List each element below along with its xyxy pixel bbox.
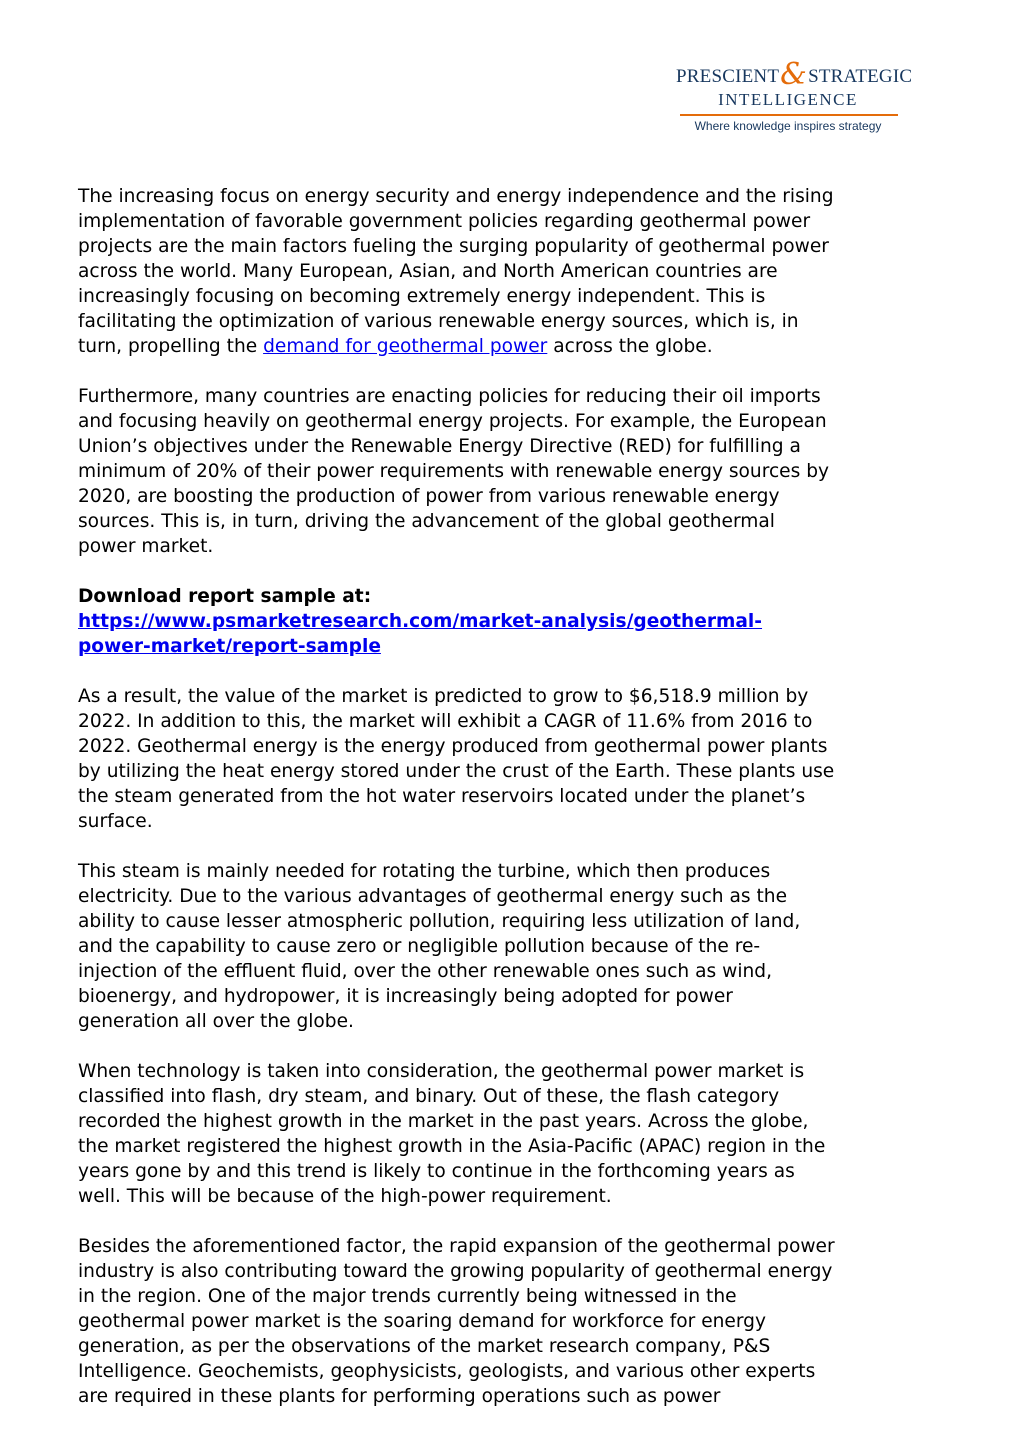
logo-divider — [680, 114, 898, 116]
logo-brand-right: STRATEGIC — [808, 66, 913, 87]
paragraph-market-value: As a result, the value of the market is predicted to grow to $6,518.9 million by 2022. In addition to this, the market will exhibit a CAGR of 11.6% from 2016 to 2022. Geothermal energy is the energy produced from geothermal power plants by utilizing the heat energy stored under the crust of the Earth. These plants use the steam generated from the hot water reservoirs located under the planet’s surface. — [78, 686, 835, 832]
demand-geothermal-power-link[interactable]: demand for geothermal power — [263, 336, 548, 357]
paragraph-industry-expansion: Besides the aforementioned factor, the rapid expansion of the geothermal power industry is also contributing toward the growing popularity of geothermal energy in the region. One of the major trends currently being witnessed in the geothermal power market is the soaring demand for workforce for energy generation, as per the observations of the market research company, P&S Intelligence. Geochemists, geophysicists, geologists, and various other experts are required in these plants for performing operations such as power — [78, 1236, 835, 1407]
logo-tagline: Where knowledge inspires strategy — [694, 119, 882, 133]
paragraph-technology: When technology is taken into consideration, the geothermal power market is classified into flash, dry steam, and binary. Out of these, the flash category recorded the highest growth in the market in the past years. Across the globe, the market registered the highest growth in the Asia-Pacific (APAC) region in the years gone by and this trend is likely to continue in the forthcoming years as well. This will be because of the high-power requirement. — [78, 1061, 826, 1207]
paragraph-text: across the globe. — [547, 336, 713, 357]
document-body — [78, 184, 938, 1434]
paragraph-policies: Furthermore, many countries are enacting policies for reducing their oil imports and focusing heavily on geothermal energy projects. For example, the European Union’s objectives under the Renewable Energy Directive (RED) for fulfilling a minimum of 20% of their power requirements with renewable energy sources by 2020, are boosting the production of power from various renewable energy sources. This is, in turn, driving the advancement of the global geothermal power market. — [78, 386, 830, 557]
report-sample-link[interactable]: https://www.psmarketresearch.com/market-analysis/geothermal- power-market/report-sample — [78, 611, 763, 657]
logo-brand-line — [676, 57, 913, 92]
paragraph-text: The increasing focus on energy security and energy independence and the rising implementation of favorable government policies regarding geothermal power projects are the main factors fueling the surging popularity of geothermal power across the world. Many European, Asian, and North American countries are increasingly focusing on becoming extremely energy independent. This is facilitating the optimization of various renewable energy sources, which is, in turn, propelling the — [78, 186, 834, 357]
paragraph-steam-turbine: This steam is mainly needed for rotating the turbine, which then produces electricity. Due to the various advantages of geothermal energy such as the ability to cause lesser atmospheric pollution, requiring less utilization of land, and the capability to cause zero or negligible pollution because of the re- injection of the effluent fluid, over the other renewable ones such as wind, bioenergy, and hydropower, it is increasingly being adopted for power generation all over the globe. — [78, 861, 801, 1032]
logo-ampersand: & — [780, 57, 808, 92]
paragraph-energy-security — [78, 184, 938, 359]
company-logo — [676, 56, 913, 140]
download-label: Download report sample at: — [78, 586, 372, 607]
logo-brand-intelligence: INTELLIGENCE — [718, 90, 858, 109]
logo-brand-left: PRESCIENT — [676, 66, 780, 87]
download-sample-block — [78, 584, 938, 659]
